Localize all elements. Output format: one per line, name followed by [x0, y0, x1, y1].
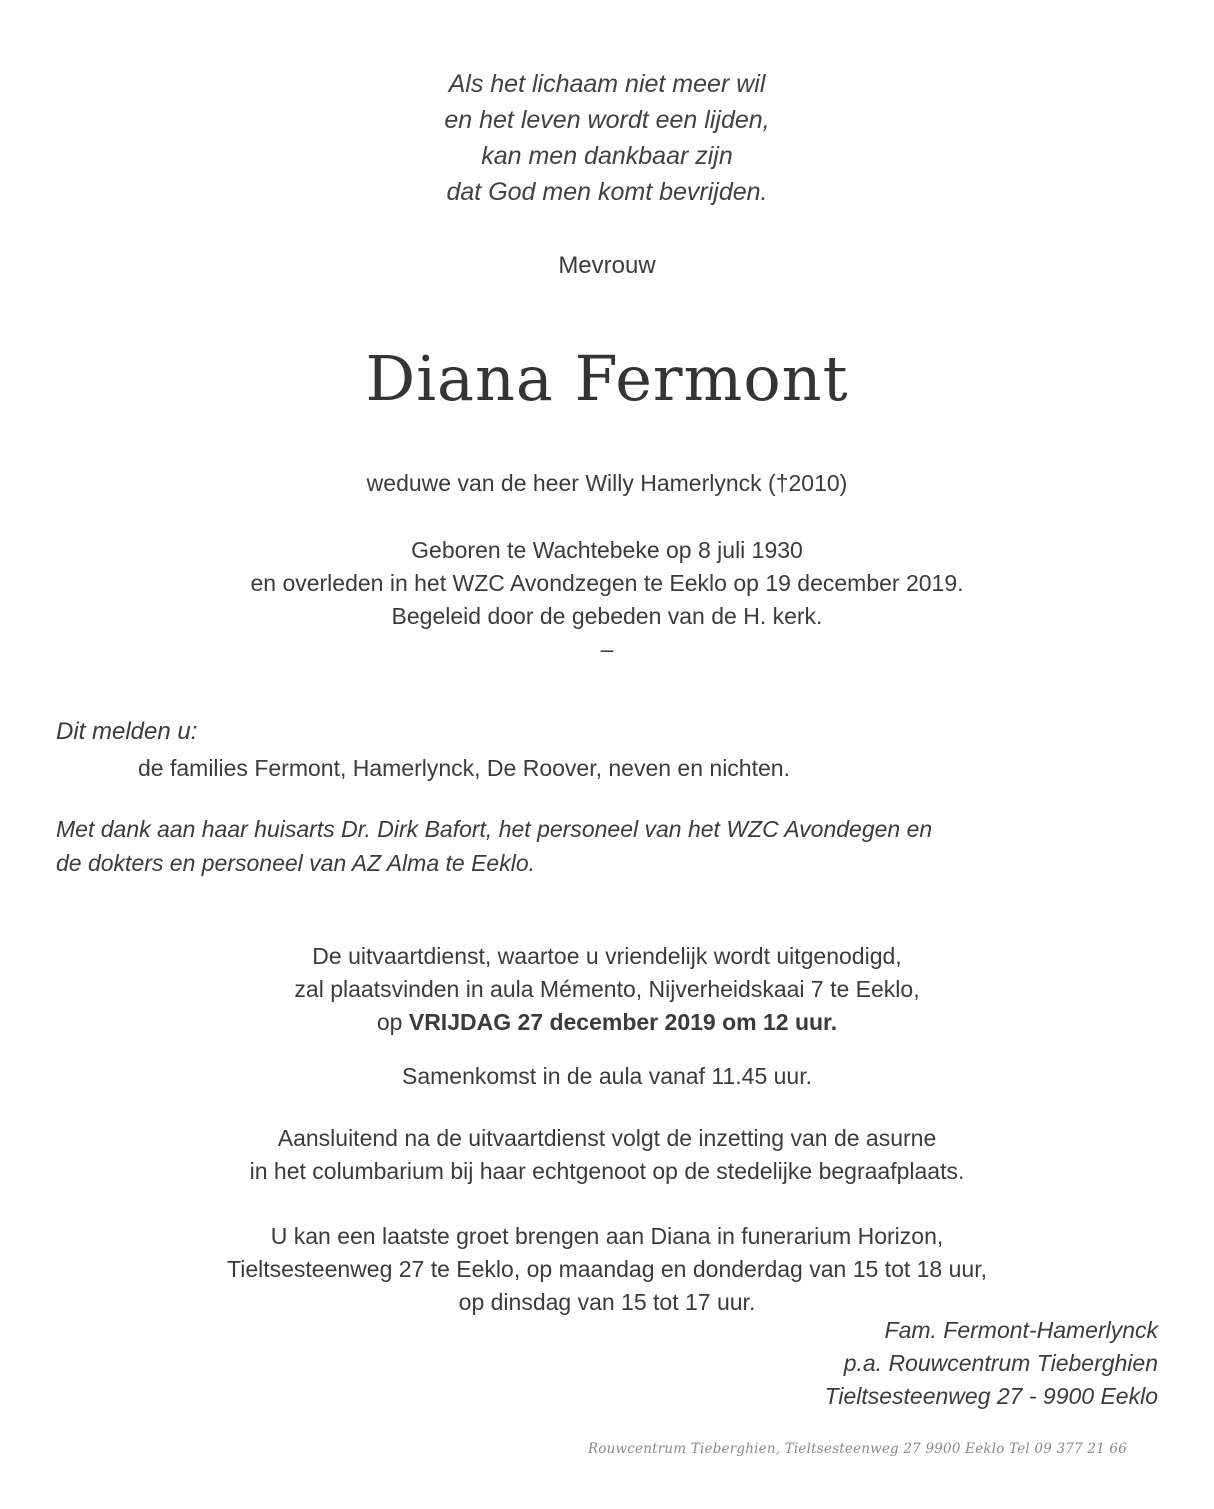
gathering-info: Samenkomst in de aula vanaf 11.45 uur. [401, 1063, 812, 1089]
announcement-families: de families Fermont, Hamerlynck, De Roover, neven en nichten. [138, 755, 790, 781]
visitation-line: Tieltsesteenweg 27 te Eeklo, op maandag en donderdag van 15 tot 18 uur, [227, 1256, 987, 1282]
visitation-line: op dinsdag van 15 tot 17 uur. [458, 1289, 756, 1315]
life-dates [0, 534, 1214, 633]
signature-line: Tieltsesteenweg 27 - 9900 Eeklo [824, 1383, 1158, 1409]
section-divider: – [600, 636, 614, 662]
service-line: De uitvaartdienst, waartoe u vriendelijk wordt uitgenodigd, [312, 943, 902, 969]
poem-line: en het leven wordt een lijden, [444, 106, 770, 134]
interment-info [0, 1122, 1214, 1188]
family-signature [825, 1314, 1159, 1413]
service-line: zal plaatsvinden in aula Mémento, Nijverheidskaai 7 te Eeklo, [294, 976, 920, 1002]
funeral-service-info [0, 940, 1214, 1039]
prayers-line: Begeleid door de gebeden van de H. kerk. [391, 603, 823, 629]
interment-line: in het columbarium bij haar echtgenoot op de stedelijke begraafplaats. [249, 1158, 965, 1184]
thanks-note [56, 812, 932, 880]
thanks-line: Met dank aan haar huisarts Dr. Dirk Bafort, het personeel van het WZC Avondegen en [56, 816, 933, 842]
signature-line: p.a. Rouwcentrum Tieberghien [843, 1350, 1158, 1376]
salutation: Mevrouw [558, 252, 656, 279]
poem [0, 66, 1214, 210]
poem-line: kan men dankbaar zijn [481, 142, 733, 170]
funeral-home-footer: Rouwcentrum Tieberghien, Tieltsesteenweg 27 9900 Eeklo Tel 09 377 21 66 [587, 1441, 1127, 1457]
service-date-prefix: op [376, 1009, 409, 1035]
signature-line: Fam. Fermont-Hamerlynck [884, 1317, 1158, 1343]
thanks-line: de dokters en personeel van AZ Alma te Eeklo. [56, 850, 536, 876]
birth-line: Geboren te Wachtebeke op 8 juli 1930 [411, 537, 803, 563]
visitation-info [0, 1220, 1214, 1319]
deceased-name: Diana Fermont [365, 342, 849, 415]
death-line: en overleden in het WZC Avondzegen te Eeklo op 19 december 2019. [250, 570, 964, 596]
poem-line: Als het lichaam niet meer wil [448, 70, 766, 98]
announcement-intro: Dit melden u: [56, 718, 198, 745]
widow-line: weduwe van de heer Willy Hamerlynck (†2010) [366, 470, 848, 496]
interment-line: Aansluitend na de uitvaartdienst volgt de inzetting van de asurne [277, 1125, 937, 1151]
visitation-line: U kan een laatste groet brengen aan Diana in funerarium Horizon, [270, 1223, 944, 1249]
poem-line: dat God men komt bevrijden. [446, 178, 768, 206]
service-date-bold: VRIJDAG 27 december 2019 om 12 uur. [408, 1009, 838, 1035]
service-date-line [0, 1006, 1214, 1039]
